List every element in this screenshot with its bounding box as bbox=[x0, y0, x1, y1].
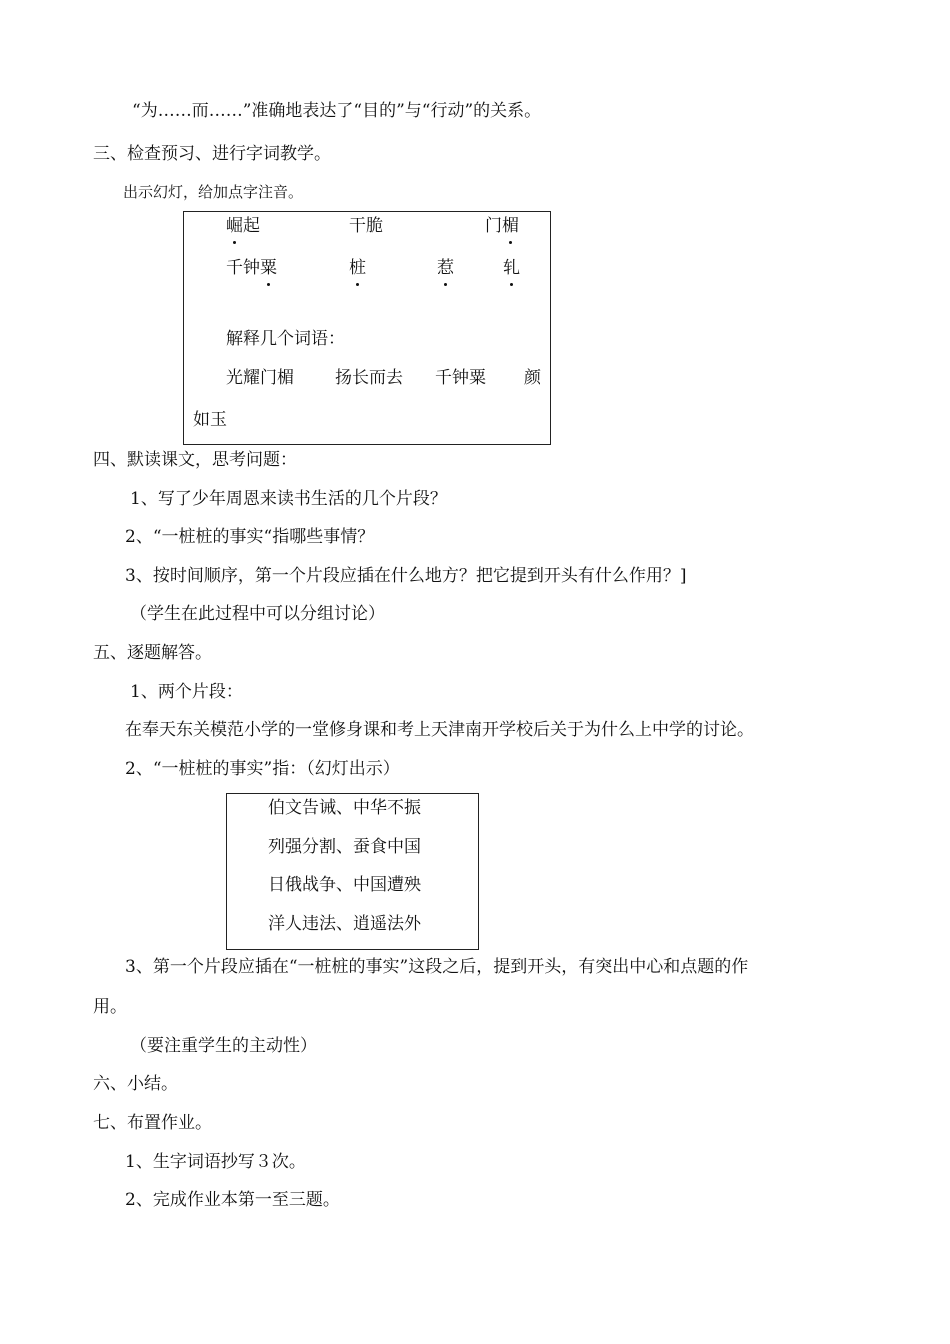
vocab-row-2-word-2 bbox=[349, 257, 366, 279]
plain-char: 门 bbox=[485, 216, 502, 236]
answer-1-text: 在奉天东关模范小学的一堂修身课和考上天津南开学校后关于为什么上中学的讨论。 bbox=[125, 720, 754, 740]
vocab-row-1-word-2: 干脆 bbox=[349, 216, 383, 236]
plain-chars: 千钟 bbox=[226, 258, 260, 278]
answer-1-label: 1、两个片段： bbox=[130, 682, 243, 702]
fact-3: 日俄战争、中国遭殃 bbox=[268, 875, 421, 895]
dotted-char: 惹 bbox=[437, 258, 454, 278]
answer-2-label: 2、“一桩桩的事实”指：（幻灯出示） bbox=[125, 759, 400, 779]
section3-heading: 三、检查预习、进行字词教学。 bbox=[93, 144, 331, 164]
section3-instruction: 出示幻灯，给加点字注音。 bbox=[123, 183, 304, 201]
fact-2: 列强分割、蚕食中国 bbox=[268, 837, 421, 857]
section6-heading: 六、小结。 bbox=[93, 1074, 178, 1094]
vocab-row-2-word-3 bbox=[437, 257, 454, 279]
vocab-row-2-word-4 bbox=[503, 257, 520, 279]
term-2: 扬长而去 bbox=[335, 368, 403, 388]
dotted-char: 楣 bbox=[502, 216, 519, 236]
section4-heading: 四、默读课文，思考问题： bbox=[93, 450, 297, 470]
intro-line: “为……而……”准确地表达了“目的”与“行动”的关系。 bbox=[132, 101, 542, 121]
section7-heading: 七、布置作业。 bbox=[93, 1113, 212, 1133]
fact-4: 洋人违法、逍遥法外 bbox=[268, 914, 421, 934]
section5-heading: 五、逐题解答。 bbox=[93, 643, 212, 663]
dotted-char: 崛 bbox=[226, 216, 243, 236]
fact-1: 伯文告诫、中华不振 bbox=[268, 798, 421, 818]
dotted-char: 轧 bbox=[503, 258, 520, 278]
question-3: 3、按时间顺序，第一个片段应插在什么地方？把它提到开头有什么作用？] bbox=[125, 566, 687, 586]
section4-note: （学生在此过程中可以分组讨论） bbox=[130, 604, 385, 624]
section5-note: （要注重学生的主动性） bbox=[130, 1036, 317, 1056]
vocab-row-1-word-3 bbox=[485, 215, 519, 237]
vocab-row-2-word-1 bbox=[226, 257, 277, 279]
dotted-char: 粟 bbox=[260, 258, 277, 278]
homework-item-1: 1、生字词语抄写３次。 bbox=[125, 1152, 306, 1172]
explain-heading: 解释几个词语： bbox=[226, 329, 345, 349]
term-1: 光耀门楣 bbox=[226, 368, 294, 388]
homework-item-2: 2、完成作业本第一至三题。 bbox=[125, 1190, 340, 1210]
vocab-row-1-word-1 bbox=[226, 215, 260, 237]
answer-3-line-2: 用。 bbox=[93, 997, 127, 1017]
plain-char: 起 bbox=[243, 216, 260, 236]
term-4: 颜 bbox=[524, 368, 541, 388]
question-1: 1、写了少年周恩来读书生活的几个片段？ bbox=[130, 489, 447, 509]
dotted-char: 桩 bbox=[349, 258, 366, 278]
question-2: 2、“一桩桩的事实“指哪些事情？ bbox=[125, 527, 375, 547]
answer-3-line-1: 3、第一个片段应插在“一桩桩的事实”这段之后，提到开头，有突出中心和点题的作 bbox=[125, 957, 749, 977]
term-3: 千钟粟 bbox=[435, 368, 486, 388]
term-4-continued: 如玉 bbox=[193, 410, 227, 430]
